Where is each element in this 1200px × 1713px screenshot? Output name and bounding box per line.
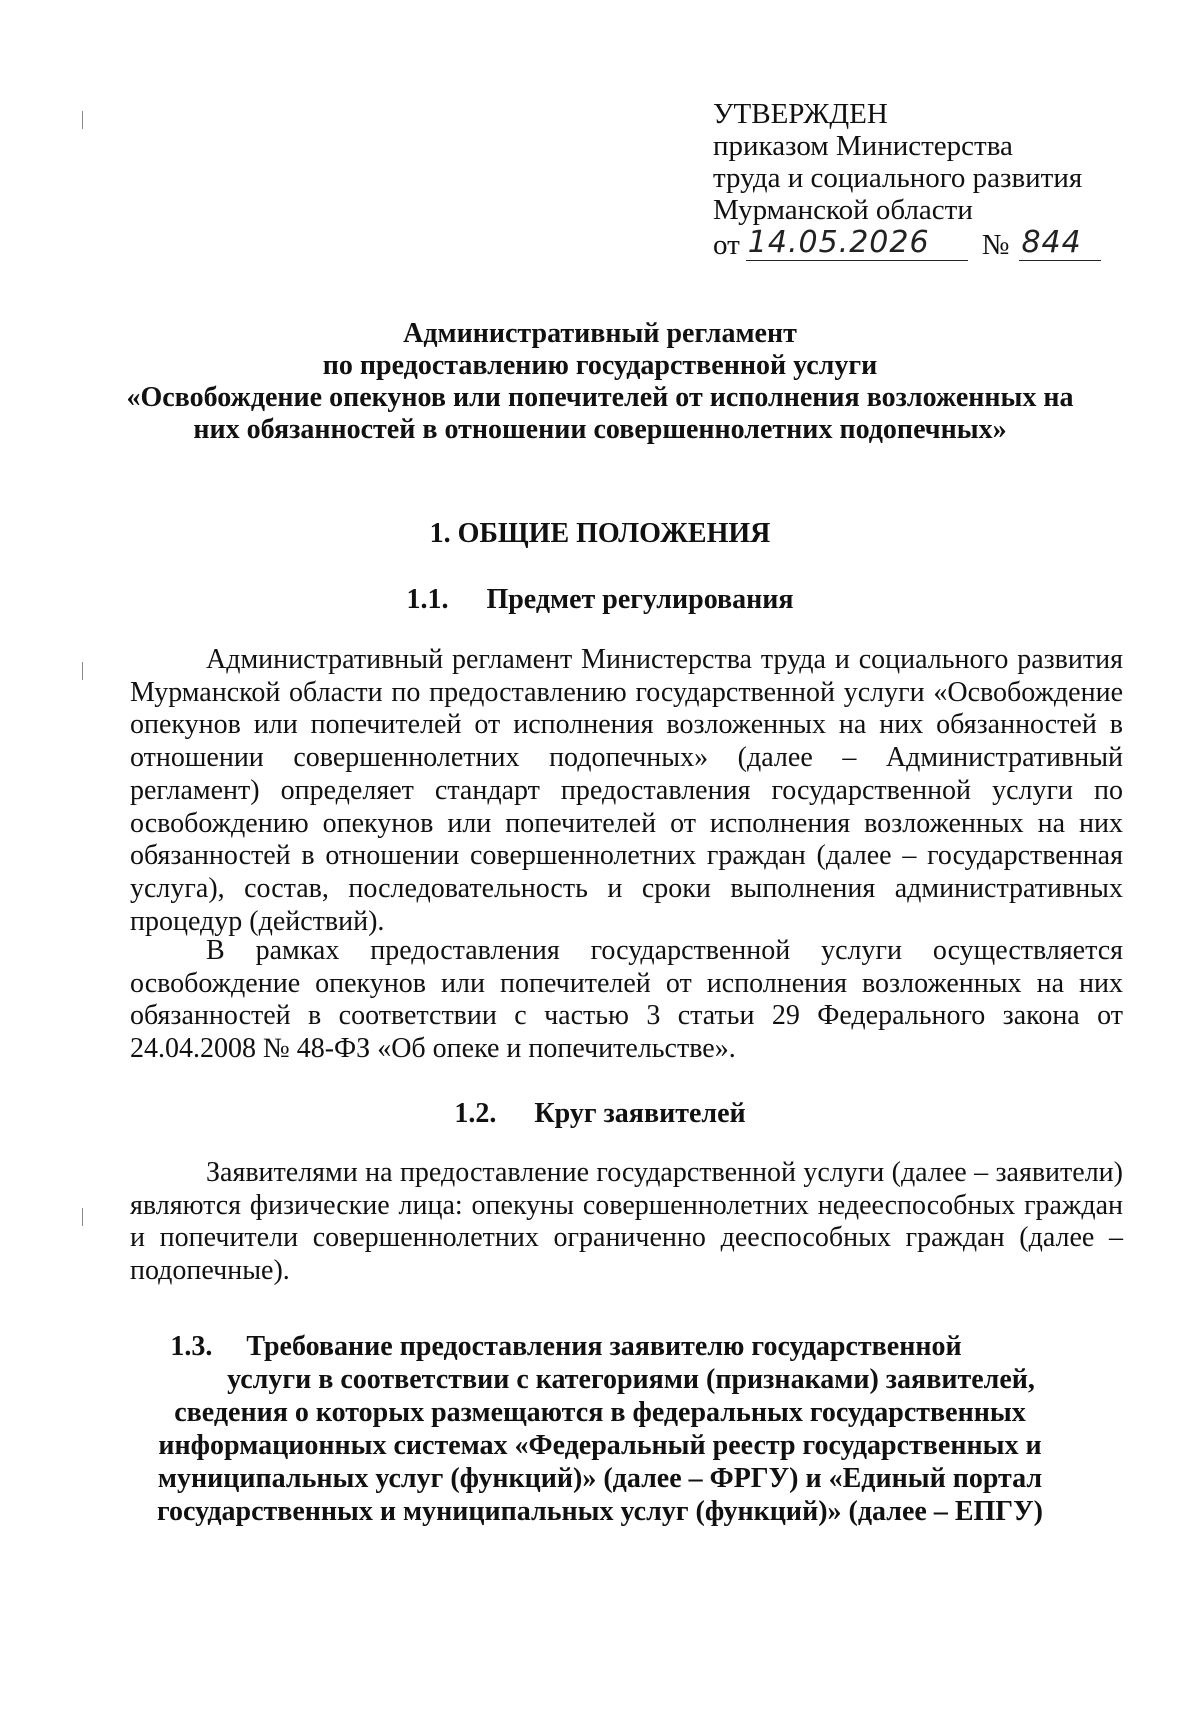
heading-line-3: сведения о которых размещаются в федеральных государственных [174,1397,1026,1428]
approval-block [713,98,1133,261]
number-sign: № [981,229,1010,261]
scan-margin-mark [82,1208,83,1226]
paragraph-1-1-a: Административный регламент Министерства труда и социального развития Мурманской области по предоставлению государственной услуги «Освобождение опекунов или попечителей от исполнения возложенных на них обязанностей в отношении совершеннолетних подопечных» (далее – Административный регламент) определяет стандарт предоставления государственной услуги по освобождению опекунов или попечителей от исполнения возложенных на них обязанностей в отношении совершеннолетних граждан (далее – государственная услуга), состав, последовательность и сроки выполнения административных процедур (действий). [130,644,1123,937]
heading-line-2: услуги в соответствии с категориями (признаками) заявителей, [227,1364,1035,1395]
subsection-number: 1.1. [406,584,449,615]
subsection-number: 1.2. [454,1098,497,1129]
approval-ministry: труда и социального развития [713,162,1083,194]
title-line-1: Административный регламент [403,318,797,349]
section-heading: 1. ОБЩИЕ ПОЛОЖЕНИЯ [429,518,771,549]
title-line-3: «Освобождение опекунов или попечителей от исполнения возложенных на [126,382,1074,413]
subsection-heading-1-3 [100,1330,1100,1528]
subsection-label: Предмет регулирования [486,584,794,615]
heading-text: Требование предоставления заявителю государственной [246,1331,962,1362]
paragraph-1-1-b: В рамках предоставления государственной услуги осуществляется освобождение опекунов или попечителей от исполнения возложенных на них обязанностей в соответствии с частью 3 статьи 29 Федерального закона от 24.04.2008 № 48-ФЗ «Об опеке и попечительстве». [130,935,1123,1065]
approval-region: Мурманской области [713,194,973,226]
subsection-number: 1.3. [170,1331,213,1362]
subsection-heading-1-2 [100,1098,1100,1130]
heading-line-4: информационных системах «Федеральный реестр государственных и [158,1430,1042,1461]
subsection-label: Круг заявителей [534,1098,746,1129]
heading-line-5: муниципальных услуг (функций)» (далее – ФРГУ) и «Единый портал [157,1463,1043,1494]
approval-date-row [713,226,1133,261]
approval-status: УТВЕРЖДЕН [713,98,888,130]
document-title [100,318,1100,446]
heading-line-6: государственных и муниципальных услуг (функций)» (далее – ЕПГУ) [157,1496,1043,1527]
approval-order: приказом Министерства [713,130,1013,162]
heading-line-1 [32,1330,1100,1363]
title-line-4: них обязанностей в отношении совершеннолетних подопечных» [193,414,1007,445]
scan-margin-mark [82,662,83,680]
handwritten-date: 14.05.2026 [746,226,968,261]
date-prefix: от [713,229,740,261]
title-line-2: по предоставлению государственной услуги [322,350,878,381]
handwritten-number: 844 [1019,226,1101,261]
paragraph-1-2: Заявителями на предоставление государственной услуги (далее – заявители) являются физические лица: опекуны совершеннолетних недееспособных граждан и попечители совершеннолетних ограниченно дееспособных граждан (далее – подопечные). [130,1157,1123,1287]
scan-margin-mark [82,111,83,129]
subsection-heading-1-1 [100,584,1100,616]
